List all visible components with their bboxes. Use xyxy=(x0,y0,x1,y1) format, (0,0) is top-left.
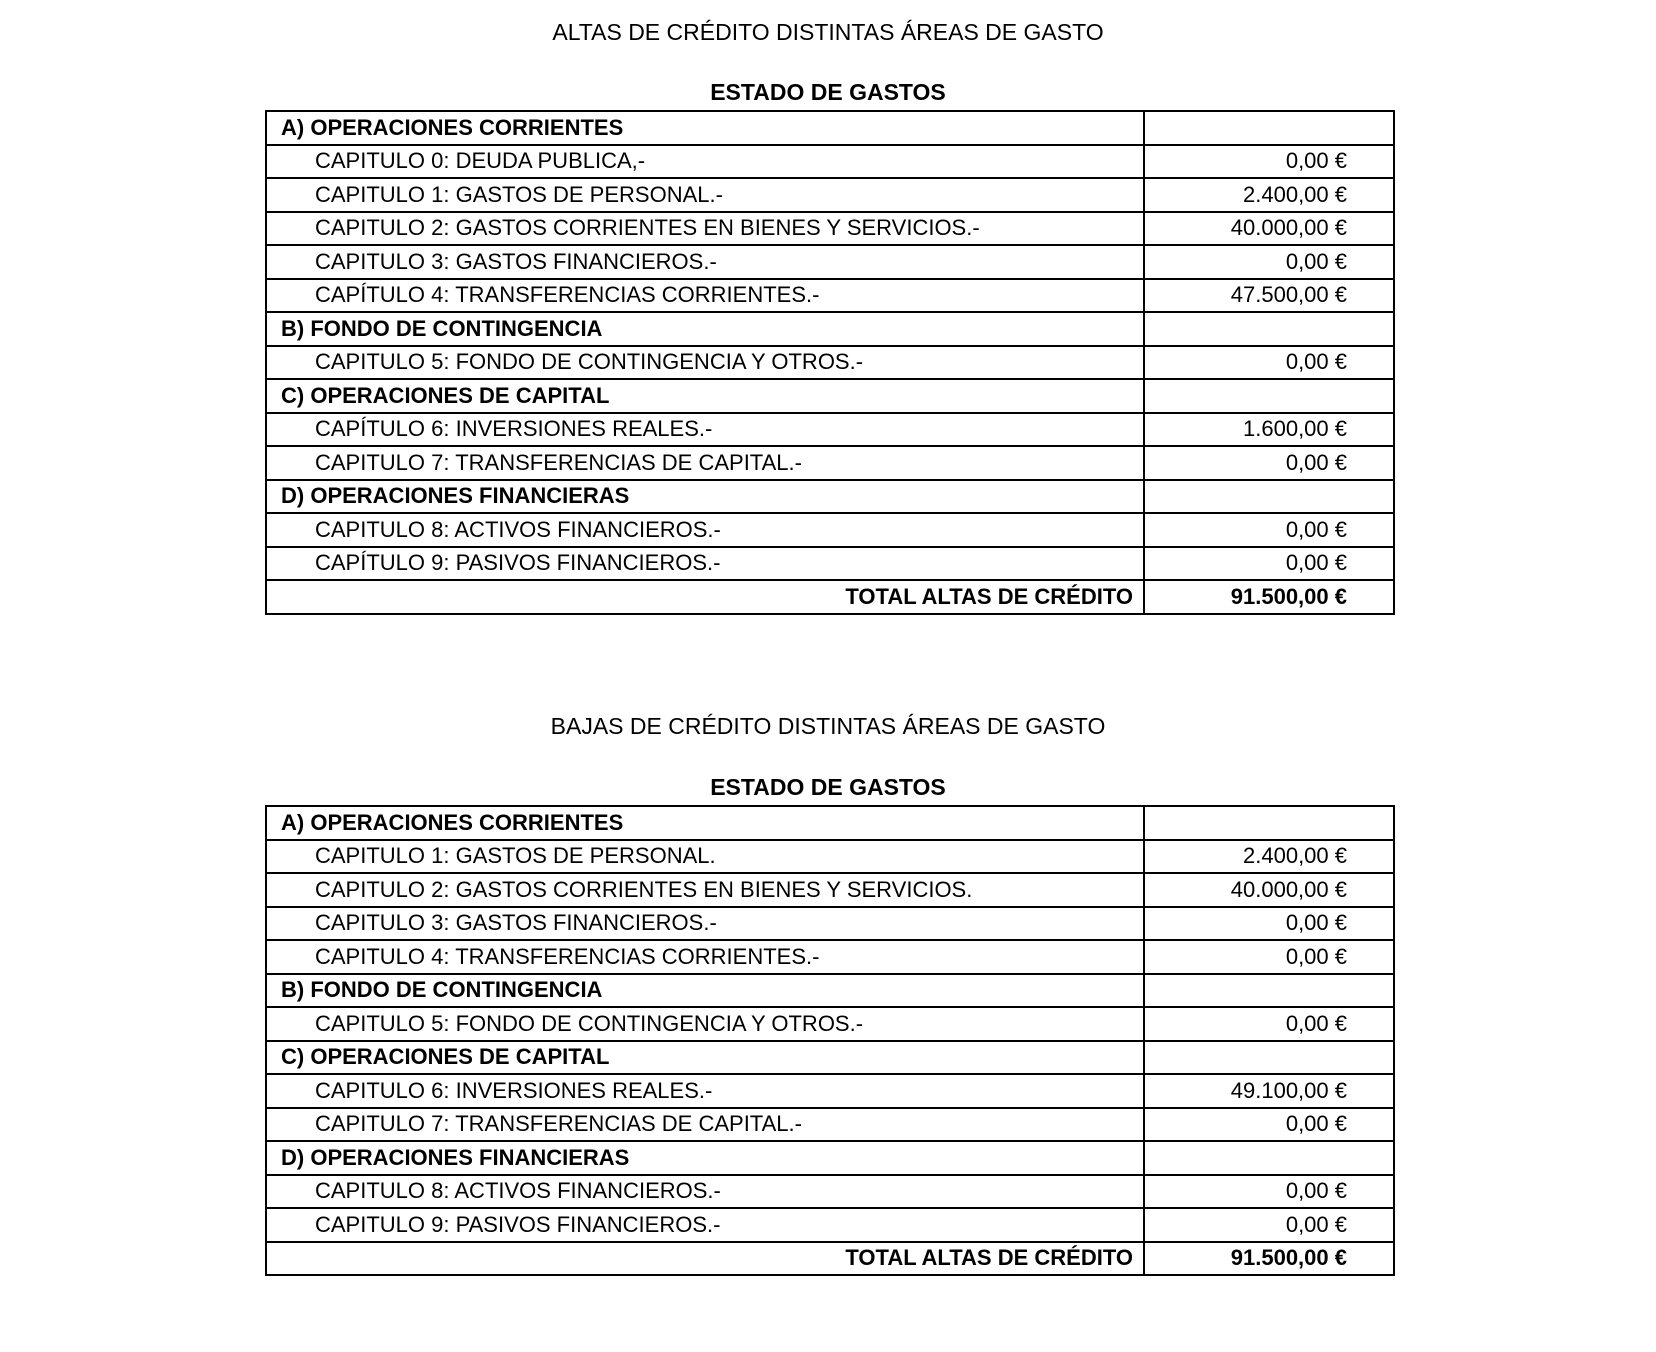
total-row xyxy=(266,1242,1394,1276)
row-label: CAPÍTULO 6: INVERSIONES REALES.- xyxy=(266,413,1144,447)
total-row xyxy=(266,580,1394,614)
section-row xyxy=(266,974,1394,1008)
row-amount: 0,00 € xyxy=(1144,145,1394,179)
row-amount: 40.000,00 € xyxy=(1144,212,1394,246)
row-amount: 0,00 € xyxy=(1144,446,1394,480)
row-amount xyxy=(1144,111,1394,145)
row-amount: 0,00 € xyxy=(1144,346,1394,380)
table-row xyxy=(266,446,1394,480)
bajas-table xyxy=(265,805,1395,1276)
row-label: CAPITULO 3: GASTOS FINANCIEROS.- xyxy=(266,907,1144,941)
row-label: CAPITULO 3: GASTOS FINANCIEROS.- xyxy=(266,245,1144,279)
altas-subtitle: ESTADO DE GASTOS xyxy=(710,79,946,105)
row-label: CAPITULO 7: TRANSFERENCIAS DE CAPITAL.- xyxy=(266,446,1144,480)
table-row xyxy=(266,346,1394,380)
row-amount: 0,00 € xyxy=(1144,1108,1394,1142)
section-row xyxy=(266,480,1394,514)
table-row xyxy=(266,1108,1394,1142)
row-label: D) OPERACIONES FINANCIERAS xyxy=(266,480,1144,514)
row-amount: 0,00 € xyxy=(1144,1208,1394,1242)
row-label: TOTAL ALTAS DE CRÉDITO xyxy=(266,1242,1144,1276)
row-label: CAPITULO 4: TRANSFERENCIAS CORRIENTES.- xyxy=(266,940,1144,974)
section-row xyxy=(266,379,1394,413)
table-row xyxy=(266,212,1394,246)
table-row xyxy=(266,513,1394,547)
row-amount: 0,00 € xyxy=(1144,940,1394,974)
row-amount: 0,00 € xyxy=(1144,547,1394,581)
table-row xyxy=(266,413,1394,447)
bajas-subtitle: ESTADO DE GASTOS xyxy=(710,774,946,800)
row-amount: 1.600,00 € xyxy=(1144,413,1394,447)
table-row xyxy=(266,145,1394,179)
table-row xyxy=(266,1175,1394,1209)
row-amount: 40.000,00 € xyxy=(1144,873,1394,907)
section-row xyxy=(266,1041,1394,1075)
row-amount xyxy=(1144,1041,1394,1075)
table-row xyxy=(266,1208,1394,1242)
table-row xyxy=(266,840,1394,874)
altas-title: ALTAS DE CRÉDITO DISTINTAS ÁREAS DE GASTO xyxy=(552,19,1104,45)
row-label: C) OPERACIONES DE CAPITAL xyxy=(266,1041,1144,1075)
row-label: CAPITULO 1: GASTOS DE PERSONAL.- xyxy=(266,178,1144,212)
bajas-title: BAJAS DE CRÉDITO DISTINTAS ÁREAS DE GASTO xyxy=(550,713,1106,739)
row-amount: 0,00 € xyxy=(1144,1007,1394,1041)
row-amount xyxy=(1144,1141,1394,1175)
row-amount: 91.500,00 € xyxy=(1144,580,1394,614)
table-row xyxy=(266,873,1394,907)
row-label: C) OPERACIONES DE CAPITAL xyxy=(266,379,1144,413)
row-amount: 0,00 € xyxy=(1144,513,1394,547)
row-label: CAPITULO 8: ACTIVOS FINANCIEROS.- xyxy=(266,1175,1144,1209)
row-amount: 49.100,00 € xyxy=(1144,1074,1394,1108)
table-row xyxy=(266,907,1394,941)
row-label: D) OPERACIONES FINANCIERAS xyxy=(266,1141,1144,1175)
row-label: CAPÍTULO 9: PASIVOS FINANCIEROS.- xyxy=(266,547,1144,581)
table-row xyxy=(266,178,1394,212)
row-amount: 2.400,00 € xyxy=(1144,178,1394,212)
row-label: CAPÍTULO 4: TRANSFERENCIAS CORRIENTES.- xyxy=(266,279,1144,313)
row-amount xyxy=(1144,312,1394,346)
row-label: CAPITULO 7: TRANSFERENCIAS DE CAPITAL.- xyxy=(266,1108,1144,1142)
row-label: CAPITULO 2: GASTOS CORRIENTES EN BIENES Y SERVICIOS.- xyxy=(266,212,1144,246)
row-amount: 0,00 € xyxy=(1144,907,1394,941)
row-amount: 91.500,00 € xyxy=(1144,1242,1394,1276)
row-label: CAPITULO 1: GASTOS DE PERSONAL. xyxy=(266,840,1144,874)
row-amount xyxy=(1144,379,1394,413)
row-label: CAPITULO 0: DEUDA PUBLICA,- xyxy=(266,145,1144,179)
altas-table xyxy=(265,110,1395,615)
section-row xyxy=(266,111,1394,145)
row-amount xyxy=(1144,974,1394,1008)
row-label: TOTAL ALTAS DE CRÉDITO xyxy=(266,580,1144,614)
table-row xyxy=(266,1007,1394,1041)
row-label: CAPITULO 8: ACTIVOS FINANCIEROS.- xyxy=(266,513,1144,547)
table-row xyxy=(266,940,1394,974)
row-label: A) OPERACIONES CORRIENTES xyxy=(266,806,1144,840)
row-amount: 0,00 € xyxy=(1144,245,1394,279)
row-amount: 47.500,00 € xyxy=(1144,279,1394,313)
section-row xyxy=(266,806,1394,840)
row-amount: 0,00 € xyxy=(1144,1175,1394,1209)
table-row xyxy=(266,245,1394,279)
row-label: CAPITULO 5: FONDO DE CONTINGENCIA Y OTROS.- xyxy=(266,346,1144,380)
row-label: CAPITULO 2: GASTOS CORRIENTES EN BIENES Y SERVICIOS. xyxy=(266,873,1144,907)
row-label: CAPITULO 9: PASIVOS FINANCIEROS.- xyxy=(266,1208,1144,1242)
section-row xyxy=(266,1141,1394,1175)
row-label: A) OPERACIONES CORRIENTES xyxy=(266,111,1144,145)
row-label: CAPITULO 5: FONDO DE CONTINGENCIA Y OTROS.- xyxy=(266,1007,1144,1041)
table-row xyxy=(266,547,1394,581)
row-amount xyxy=(1144,480,1394,514)
row-amount xyxy=(1144,806,1394,840)
row-label: B) FONDO DE CONTINGENCIA xyxy=(266,974,1144,1008)
row-amount: 2.400,00 € xyxy=(1144,840,1394,874)
row-label: B) FONDO DE CONTINGENCIA xyxy=(266,312,1144,346)
row-label: CAPITULO 6: INVERSIONES REALES.- xyxy=(266,1074,1144,1108)
section-row xyxy=(266,312,1394,346)
table-row xyxy=(266,1074,1394,1108)
table-row xyxy=(266,279,1394,313)
